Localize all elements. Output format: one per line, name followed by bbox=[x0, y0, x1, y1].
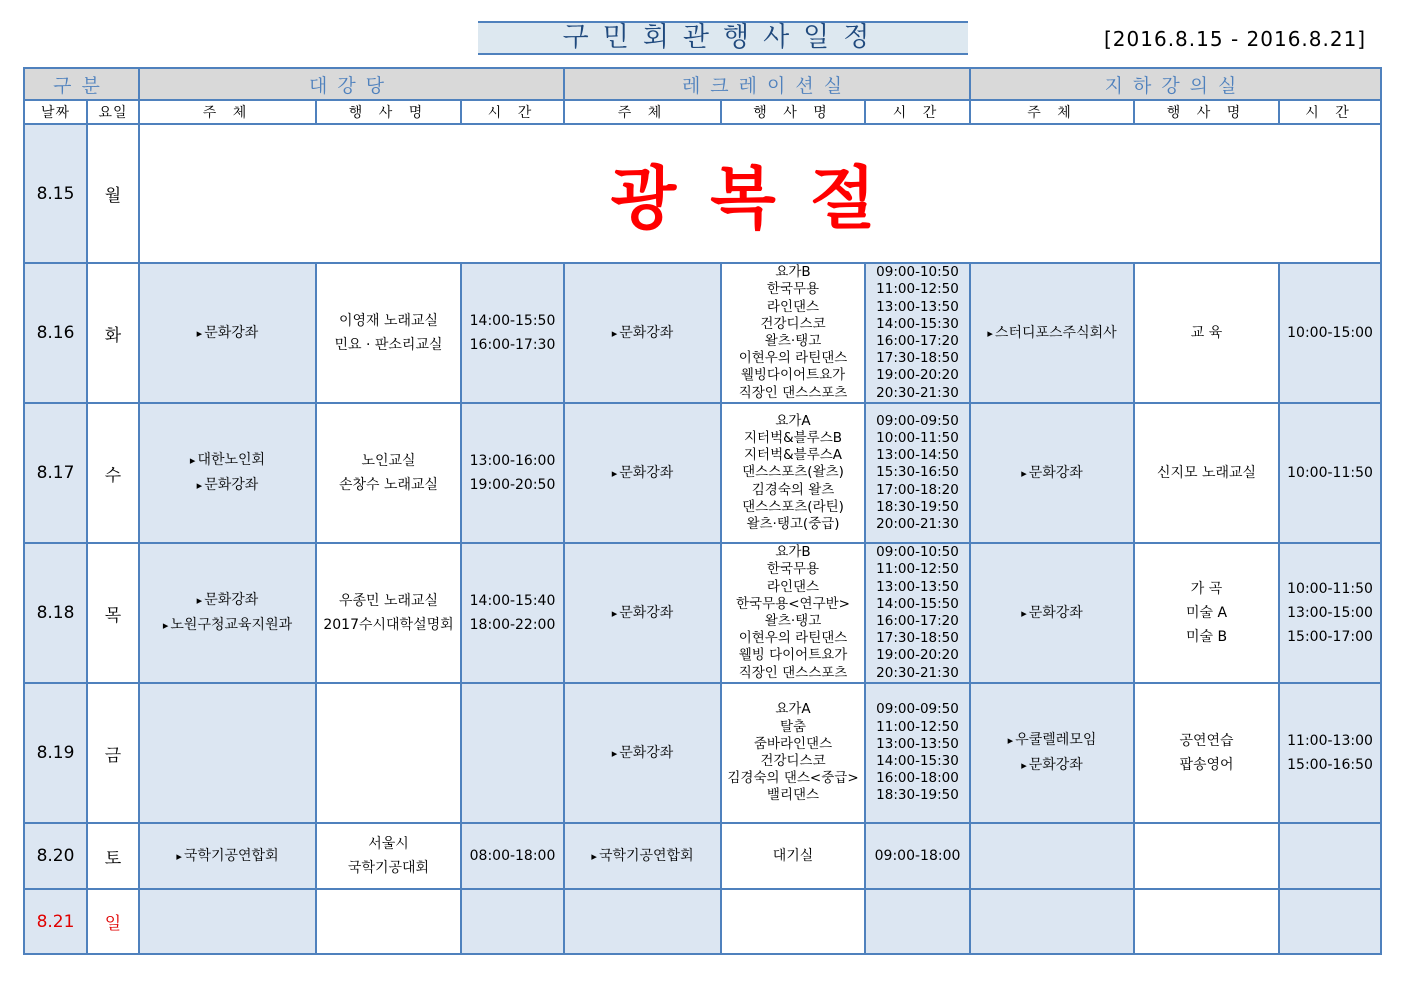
event-name: 미술 B bbox=[1185, 629, 1228, 645]
header-date: 날짜 bbox=[24, 100, 87, 124]
host-org: ▸ 문화강좌 bbox=[140, 321, 315, 346]
event-time: 09:00-09:50 bbox=[876, 412, 959, 429]
hall2-host-cell bbox=[564, 823, 721, 889]
hall3-time-cell bbox=[1279, 403, 1381, 543]
event-name: 가 곡 bbox=[1190, 581, 1223, 597]
hall3-event-cell bbox=[1134, 823, 1279, 889]
host-org: ▸ 국학기공연합회 bbox=[565, 844, 720, 869]
event-time: 16:00-18:00 bbox=[876, 770, 959, 787]
hall2-time-cell bbox=[865, 263, 970, 403]
hall2-event-cell bbox=[721, 263, 865, 403]
hall2-host-cell bbox=[564, 889, 721, 954]
event-name: 라인댄스 bbox=[766, 578, 820, 595]
event-time: 18:00-22:00 bbox=[469, 617, 556, 633]
event-time: 18:30-19:50 bbox=[876, 787, 959, 804]
hall3-host-cell bbox=[970, 683, 1134, 823]
holiday-cell bbox=[139, 124, 1381, 263]
event-name: 팝송영어 bbox=[1179, 757, 1234, 773]
event-time: 11:00-12:50 bbox=[876, 561, 959, 578]
header-weekday: 요일 bbox=[87, 100, 139, 124]
hall3-event-cell bbox=[1134, 403, 1279, 543]
host-org: ▸ 우쿨렐레모임 bbox=[971, 728, 1133, 753]
hall2-host-cell bbox=[564, 403, 721, 543]
event-name: 미술 A bbox=[1185, 605, 1228, 621]
hall3-time-cell bbox=[1279, 889, 1381, 954]
event-time: 09:00-10:50 bbox=[876, 264, 959, 281]
event-name: 한국무용 bbox=[766, 281, 820, 298]
event-name: 댄스스포츠(왈츠) bbox=[742, 464, 844, 481]
header-hall-recreation: 레크레이션실 bbox=[564, 68, 970, 100]
schedule-row bbox=[24, 543, 1381, 683]
event-name: 탈춤 bbox=[779, 718, 807, 735]
schedule-row bbox=[24, 823, 1381, 889]
event-time: 10:00-15:00 bbox=[1287, 325, 1373, 341]
hall1-event-cell bbox=[316, 683, 461, 823]
event-name: 직장인 댄스스포츠 bbox=[738, 384, 848, 401]
schedule-row bbox=[24, 403, 1381, 543]
event-time: 09:00-18:00 bbox=[874, 848, 961, 864]
event-name: 요가B bbox=[775, 264, 811, 281]
event-name: 김경숙의 댄스<중급> bbox=[727, 770, 859, 787]
hall1-host-cell bbox=[139, 823, 316, 889]
host-org: ▸ 문화강좌 bbox=[565, 601, 720, 626]
event-time: 19:00-20:50 bbox=[469, 477, 556, 493]
hall2-event-cell bbox=[721, 543, 865, 683]
row-date: 8.16 bbox=[24, 263, 87, 403]
hall1-host-cell bbox=[139, 403, 316, 543]
header-event: 행 사 명 bbox=[1134, 100, 1279, 124]
header-time: 시 간 bbox=[1279, 100, 1381, 124]
event-name: 한국무용<연구반> bbox=[736, 595, 850, 612]
host-org: ▸ 문화강좌 bbox=[565, 461, 720, 486]
hall2-time-cell bbox=[865, 403, 970, 543]
hall3-time-cell bbox=[1279, 823, 1381, 889]
hall3-event-cell bbox=[1134, 263, 1279, 403]
event-time: 16:00-17:20 bbox=[876, 333, 959, 349]
event-name: 줌바라인댄스 bbox=[753, 735, 833, 752]
row-date: 8.18 bbox=[24, 543, 87, 683]
event-name: 왈츠·탱고 bbox=[764, 333, 822, 349]
hall3-time-cell bbox=[1279, 683, 1381, 823]
header-row-columns bbox=[24, 100, 1381, 124]
header-time: 시 간 bbox=[461, 100, 564, 124]
event-time: 15:00-16:50 bbox=[1287, 757, 1373, 773]
row-date: 8.15 bbox=[24, 124, 87, 263]
hall2-host-cell bbox=[564, 543, 721, 683]
event-name: 김경숙의 왈츠 bbox=[751, 481, 835, 498]
event-name: 민요 · 판소리교실 bbox=[334, 337, 443, 353]
row-weekday: 월 bbox=[87, 124, 139, 263]
event-time: 17:30-18:50 bbox=[876, 350, 959, 367]
host-org: ▸ 문화강좌 bbox=[140, 588, 315, 613]
event-name: 지터벅&블루스B bbox=[743, 429, 843, 446]
hall1-host-cell bbox=[139, 543, 316, 683]
event-name: 서울시 bbox=[368, 836, 409, 852]
event-name: 밸리댄스 bbox=[766, 787, 820, 804]
hall2-host-cell bbox=[564, 683, 721, 823]
header-row-halls bbox=[24, 68, 1381, 100]
header-event: 행 사 명 bbox=[721, 100, 865, 124]
hall1-time-cell bbox=[461, 889, 564, 954]
host-org: ▸ 문화강좌 bbox=[565, 321, 720, 346]
event-time: 18:30-19:50 bbox=[876, 498, 959, 515]
row-weekday: 수 bbox=[87, 403, 139, 543]
host-org: ▸ 대한노인회 bbox=[140, 448, 315, 473]
page-title: 구민회관행사일정 bbox=[478, 21, 968, 55]
hall2-event-cell bbox=[721, 403, 865, 543]
event-name: 댄스스포츠(라틴) bbox=[742, 498, 844, 515]
event-time: 13:00-14:50 bbox=[876, 447, 959, 464]
host-org: ▸ 국학기공연합회 bbox=[140, 844, 315, 869]
event-name: 직장인 댄스스포츠 bbox=[738, 664, 848, 681]
hall3-host-cell bbox=[970, 823, 1134, 889]
event-name: 우종민 노래교실 bbox=[338, 593, 439, 609]
hall1-time-cell bbox=[461, 823, 564, 889]
row-weekday: 금 bbox=[87, 683, 139, 823]
event-name: 요가A bbox=[775, 412, 811, 429]
schedule-table bbox=[23, 67, 1382, 955]
hall1-event-cell bbox=[316, 543, 461, 683]
hall2-host-cell bbox=[564, 263, 721, 403]
event-name: 손창수 노래교실 bbox=[338, 477, 439, 493]
hall3-event-cell bbox=[1134, 889, 1279, 954]
schedule-row bbox=[24, 263, 1381, 403]
event-time: 17:30-18:50 bbox=[876, 630, 959, 647]
row-date: 8.20 bbox=[24, 823, 87, 889]
host-org: ▸ 문화강좌 bbox=[971, 461, 1133, 486]
event-time: 13:00-13:50 bbox=[876, 298, 959, 315]
hall1-host-cell bbox=[139, 263, 316, 403]
hall1-time-cell bbox=[461, 263, 564, 403]
hall1-event-cell bbox=[316, 403, 461, 543]
event-time: 08:00-18:00 bbox=[469, 848, 556, 864]
event-time: 16:00-17:20 bbox=[876, 613, 959, 629]
holiday-label: 광복절 bbox=[610, 160, 910, 239]
hall2-time-cell bbox=[865, 543, 970, 683]
event-name: 라인댄스 bbox=[766, 298, 820, 315]
event-name: 국학기공대회 bbox=[347, 860, 430, 876]
row-date: 8.19 bbox=[24, 683, 87, 823]
row-weekday: 일 bbox=[87, 889, 139, 954]
hall3-host-cell bbox=[970, 263, 1134, 403]
event-time: 10:00-11:50 bbox=[876, 429, 959, 446]
hall3-host-cell bbox=[970, 889, 1134, 954]
hall1-event-cell bbox=[316, 823, 461, 889]
schedule-row bbox=[24, 683, 1381, 823]
event-name: 공연연습 bbox=[1179, 733, 1234, 749]
event-time: 20:30-21:30 bbox=[876, 664, 959, 681]
event-name: 이현우의 라틴댄스 bbox=[738, 350, 848, 367]
event-name: 신지모 노래교실 bbox=[1156, 465, 1257, 481]
event-name: 왈츠·탱고 bbox=[764, 613, 822, 629]
date-range: [2016.8.15 - 2016.8.21] bbox=[1104, 27, 1367, 51]
event-name: 2017수시대학설명회 bbox=[323, 617, 454, 633]
host-org: ▸ 노원구청교육지원과 bbox=[140, 613, 315, 638]
hall1-host-cell bbox=[139, 683, 316, 823]
row-date: 8.21 bbox=[24, 889, 87, 954]
event-time: 10:00-11:50 bbox=[1287, 581, 1373, 597]
event-time: 11:00-12:50 bbox=[876, 281, 959, 298]
event-time: 14:00-15:30 bbox=[876, 753, 959, 769]
host-org: ▸ 문화강좌 bbox=[565, 741, 720, 766]
header-host: 주 체 bbox=[139, 100, 316, 124]
event-time: 19:00-20:20 bbox=[876, 367, 959, 384]
host-org: ▸ 문화강좌 bbox=[971, 753, 1133, 778]
hall2-event-cell bbox=[721, 889, 865, 954]
event-time: 14:00-15:30 bbox=[876, 315, 959, 332]
hall3-event-cell bbox=[1134, 543, 1279, 683]
header-host: 주 체 bbox=[970, 100, 1134, 124]
event-time: 19:00-20:20 bbox=[876, 647, 959, 664]
hall1-event-cell bbox=[316, 263, 461, 403]
event-name: 대기실 bbox=[772, 848, 814, 864]
hall3-time-cell bbox=[1279, 543, 1381, 683]
hall1-time-cell bbox=[461, 683, 564, 823]
event-name: 웰빙다이어트요가 bbox=[740, 367, 846, 384]
schedule-row bbox=[24, 124, 1381, 263]
hall3-host-cell bbox=[970, 403, 1134, 543]
event-time: 16:00-17:30 bbox=[469, 337, 556, 353]
hall3-host-cell bbox=[970, 543, 1134, 683]
hall2-event-cell bbox=[721, 823, 865, 889]
hall2-time-cell bbox=[865, 823, 970, 889]
host-org: ▸ 문화강좌 bbox=[971, 601, 1133, 626]
hall3-time-cell bbox=[1279, 263, 1381, 403]
hall1-event-cell bbox=[316, 889, 461, 954]
event-name: 요가A bbox=[775, 701, 811, 718]
schedule-row bbox=[24, 889, 1381, 954]
hall1-time-cell bbox=[461, 403, 564, 543]
host-org: ▸ 문화강좌 bbox=[140, 473, 315, 498]
event-time: 14:00-15:50 bbox=[876, 595, 959, 612]
event-time: 13:00-16:00 bbox=[469, 453, 556, 469]
event-time: 20:30-21:30 bbox=[876, 384, 959, 401]
event-time: 15:00-17:00 bbox=[1287, 629, 1373, 645]
event-name: 노인교실 bbox=[361, 453, 416, 469]
hall1-host-cell bbox=[139, 889, 316, 954]
hall2-time-cell bbox=[865, 683, 970, 823]
host-org: ▸ 스터디포스주식회사 bbox=[971, 321, 1133, 346]
header-hall-basement: 지하강의실 bbox=[970, 68, 1381, 100]
event-name: 요가B bbox=[775, 544, 811, 561]
event-time: 10:00-11:50 bbox=[1287, 465, 1373, 481]
row-weekday: 목 bbox=[87, 543, 139, 683]
header-category: 구분 bbox=[24, 68, 139, 100]
hall3-event-cell bbox=[1134, 683, 1279, 823]
event-name: 웰빙 다이어트요가 bbox=[738, 647, 848, 664]
event-time: 09:00-10:50 bbox=[876, 544, 959, 561]
event-name: 왈츠·탱고(중급) bbox=[746, 516, 840, 532]
hall2-time-cell bbox=[865, 889, 970, 954]
event-time: 11:00-13:00 bbox=[1287, 733, 1373, 749]
event-time: 20:00-21:30 bbox=[876, 516, 959, 532]
event-name: 건강디스코 bbox=[760, 753, 826, 769]
event-time: 17:00-18:20 bbox=[876, 481, 959, 498]
event-time: 11:00-12:50 bbox=[876, 718, 959, 735]
header-event: 행 사 명 bbox=[316, 100, 461, 124]
row-date: 8.17 bbox=[24, 403, 87, 543]
header-hall-auditorium: 대강당 bbox=[139, 68, 564, 100]
event-time: 14:00-15:40 bbox=[469, 593, 556, 609]
event-name: 이현우의 라틴댄스 bbox=[738, 630, 848, 647]
event-time: 15:30-16:50 bbox=[876, 464, 959, 481]
event-time: 09:00-09:50 bbox=[876, 701, 959, 718]
row-weekday: 화 bbox=[87, 263, 139, 403]
event-time: 13:00-13:50 bbox=[876, 578, 959, 595]
event-time: 13:00-13:50 bbox=[876, 735, 959, 752]
header-host: 주 체 bbox=[564, 100, 721, 124]
event-time: 14:00-15:50 bbox=[469, 313, 556, 329]
event-time: 13:00-15:00 bbox=[1287, 605, 1373, 621]
event-name: 한국무용 bbox=[766, 561, 820, 578]
header-time: 시 간 bbox=[865, 100, 970, 124]
event-name: 교 육 bbox=[1190, 325, 1223, 341]
event-name: 이영재 노래교실 bbox=[338, 313, 439, 329]
event-name: 지터벅&블루스A bbox=[744, 447, 843, 464]
hall1-time-cell bbox=[461, 543, 564, 683]
hall2-event-cell bbox=[721, 683, 865, 823]
event-name: 건강디스코 bbox=[760, 315, 826, 332]
row-weekday: 토 bbox=[87, 823, 139, 889]
